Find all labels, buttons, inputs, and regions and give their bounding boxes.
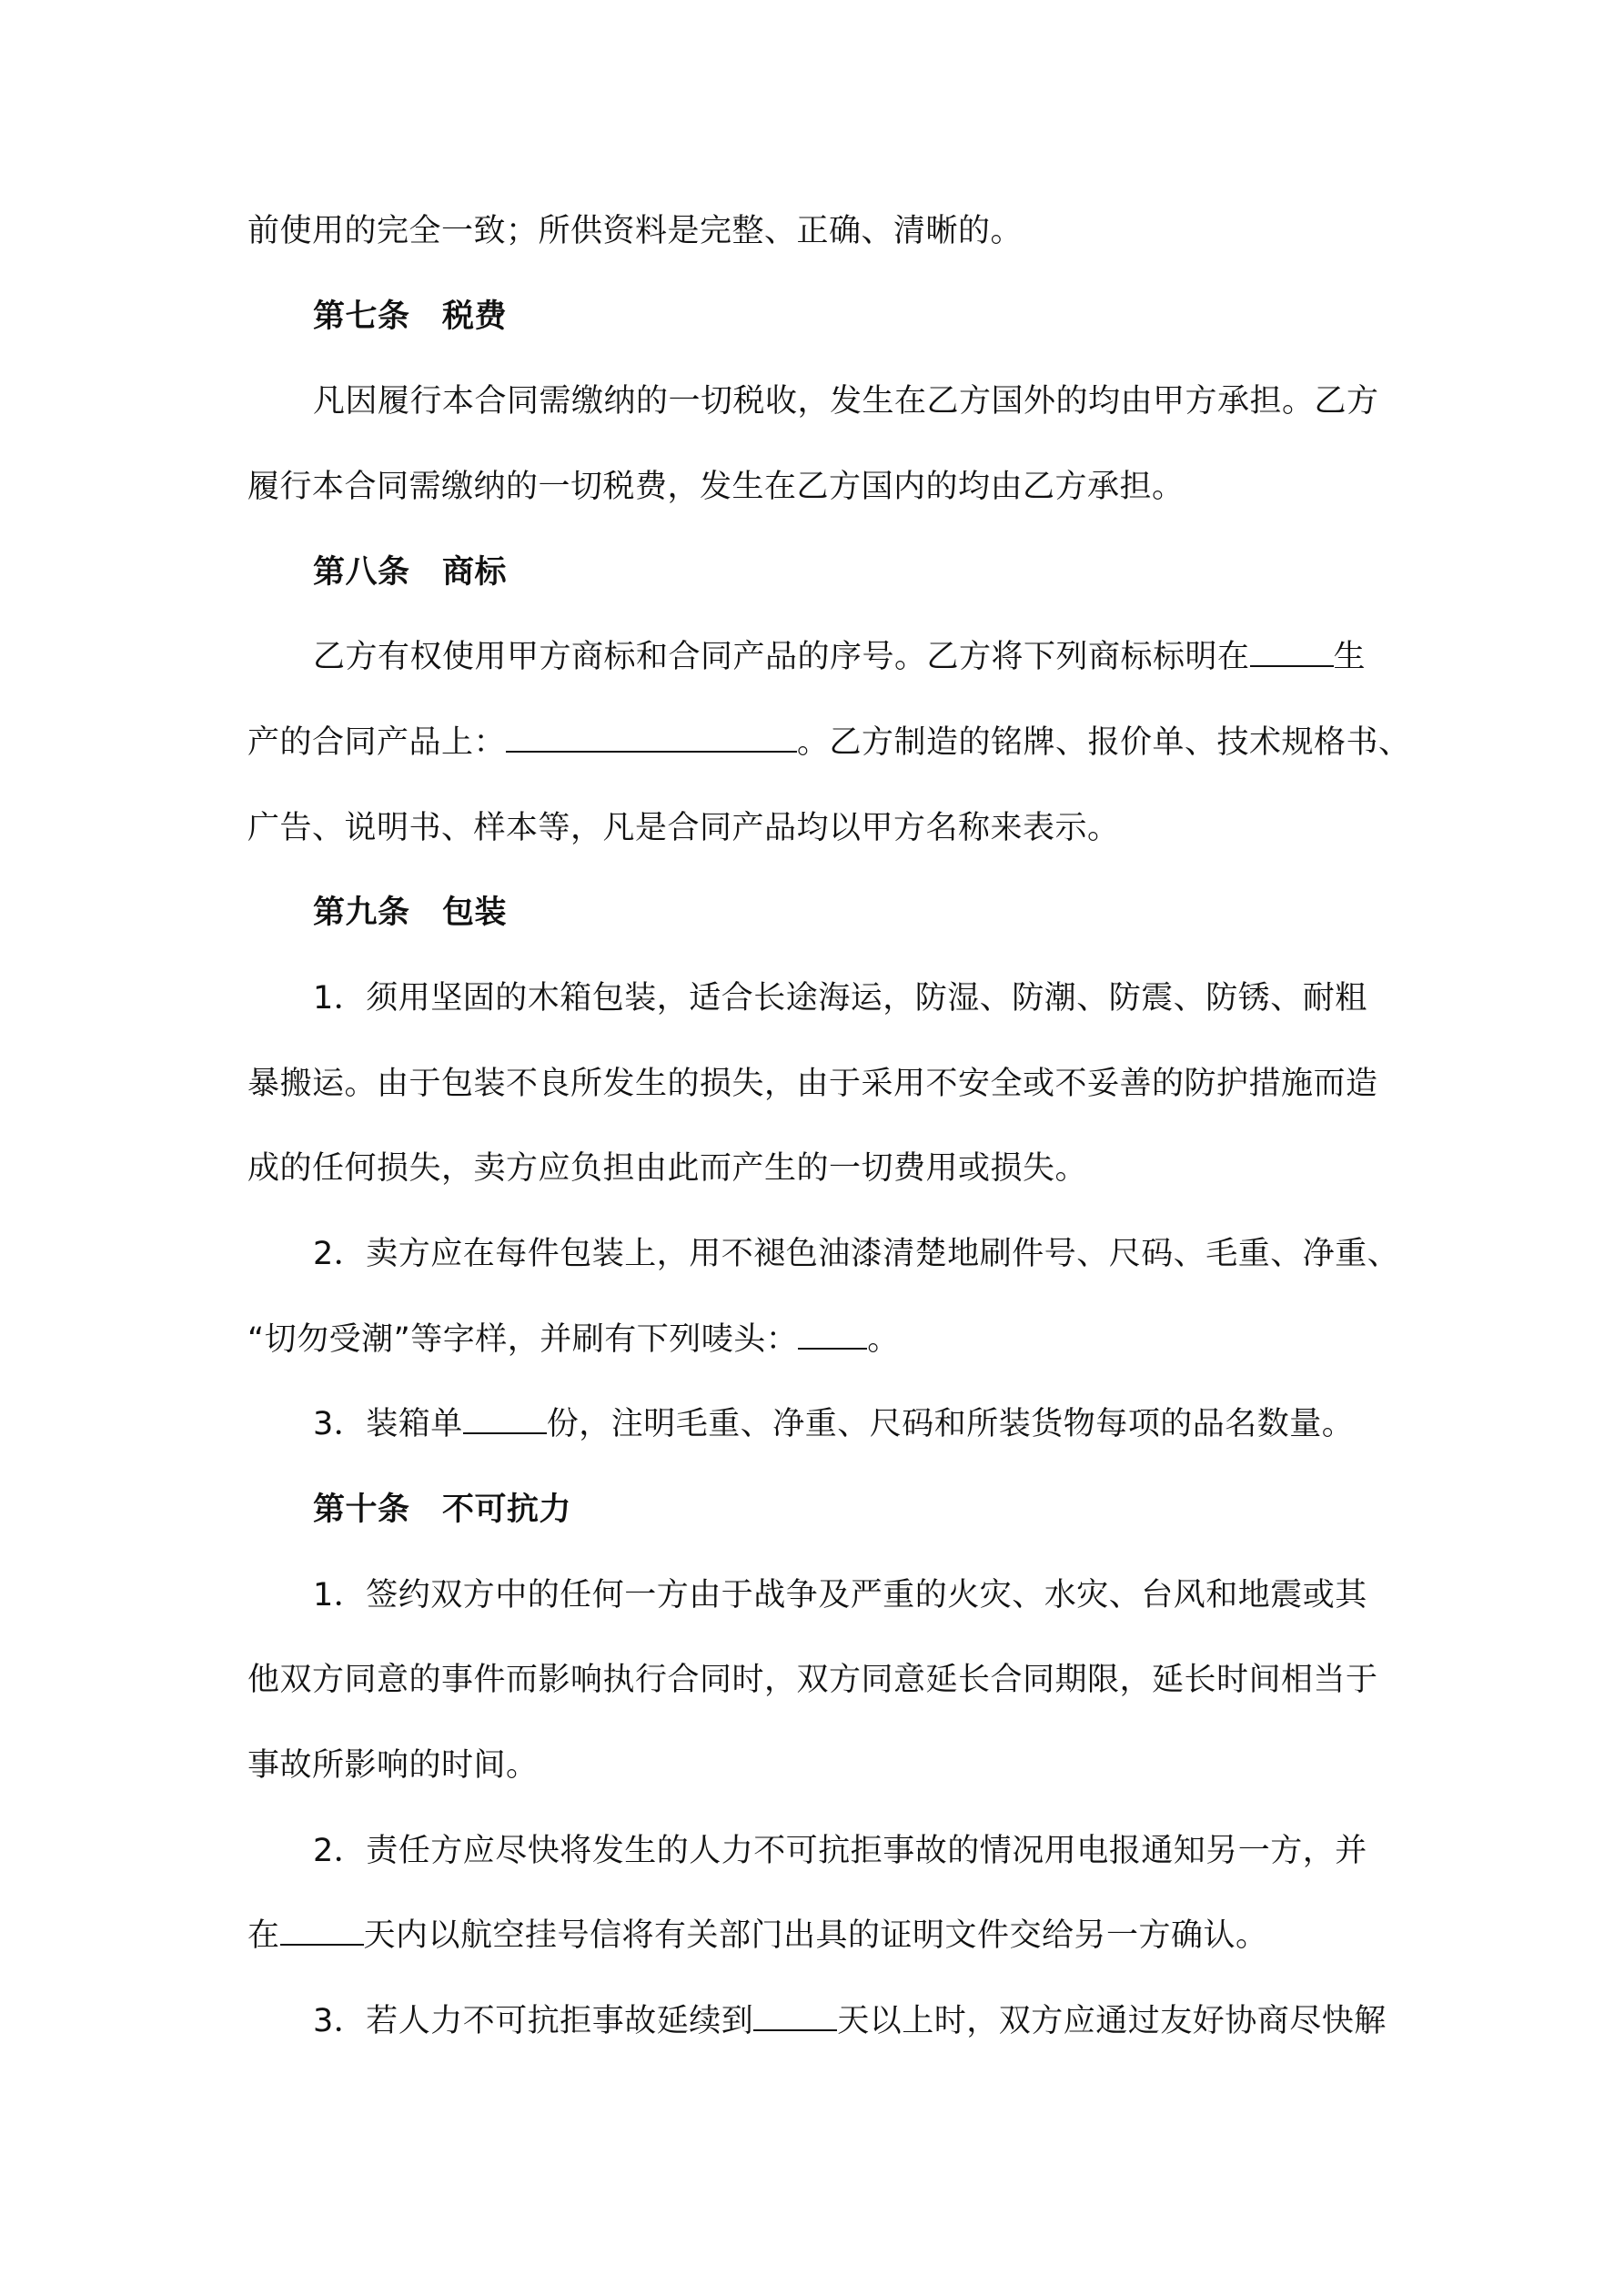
line-text: 生 [1333, 639, 1367, 675]
line-text: 。 [867, 1321, 900, 1358]
heading-text: 第十条 不可抗力 [313, 1492, 572, 1528]
line-text: 产的合同产品上： [247, 724, 507, 761]
fill-in-blank[interactable] [280, 1917, 364, 1946]
paragraph-line [247, 1660, 1378, 1700]
paragraph-line [313, 1575, 1367, 1615]
paragraph-line [247, 1148, 1087, 1188]
paragraph-line [247, 1064, 1378, 1104]
line-text: 他双方同意的事件而影响执行合同时，双方同意延长合同期限，延长时间相当于 [247, 1662, 1378, 1698]
paragraph-line [313, 1831, 1367, 1871]
line-text: 1．须用坚固的木箱包装，适合长途海运，防湿、防潮、防震、防锈、耐粗 [313, 980, 1367, 1017]
line-text: 天以上时，双方应通过友好协商尽快解 [837, 2003, 1387, 2039]
line-text: 前使用的完全一致；所供资料是完整、正确、清晰的。 [247, 213, 1024, 249]
line-text: 份，注明毛重、净重、尺码和所装货物每项的品名数量。 [546, 1406, 1355, 1442]
section-heading-8 [313, 552, 507, 592]
fill-in-blank[interactable] [798, 1320, 867, 1350]
line-text: 3．装箱单 [313, 1406, 463, 1442]
paragraph-line [313, 2001, 1387, 2041]
line-text: 在 [247, 1917, 280, 1954]
paragraph-line [313, 978, 1367, 1018]
fill-in-blank[interactable] [1250, 638, 1334, 667]
paragraph-line [247, 1320, 900, 1360]
fill-in-blank[interactable] [506, 723, 797, 753]
line-text: 天内以航空挂号信将有关部门出具的证明文件交给另一方确认。 [363, 1917, 1268, 1954]
heading-text: 第七条 税费 [313, 298, 508, 335]
line-text: 成的任何损失，卖方应负担由此而产生的一切费用或损失。 [247, 1150, 1088, 1187]
line-text: 履行本合同需缴纳的一切税费，发生在乙方国内的均由乙方承担。 [247, 469, 1185, 505]
heading-text: 第九条 包装 [313, 895, 508, 931]
paragraph-line [247, 723, 1411, 763]
line-text: 3．若人力不可抗拒事故延续到 [313, 2003, 754, 2039]
line-text: “切勿受潮”等字样，并刷有下列唛头： [247, 1321, 799, 1358]
paragraph-line [313, 1234, 1399, 1274]
heading-text: 第八条 商标 [313, 554, 508, 591]
section-heading-10 [313, 1490, 571, 1530]
paragraph-line [313, 1404, 1354, 1444]
paragraph-line [313, 637, 1366, 677]
line-text: 2．责任方应尽快将发生的人力不可抗拒事故的情况用电报通知另一方，并 [313, 1833, 1367, 1869]
line-text: 广告、说明书、样本等，凡是合同产品均以甲方名称来表示。 [247, 810, 1120, 846]
paragraph-line [247, 1745, 539, 1785]
line-text: 凡因履行本合同需缴纳的一切税收，发生在乙方国外的均由甲方承担。乙方 [313, 383, 1379, 420]
line-text: 2．卖方应在每件包装上，用不褪色油漆清楚地刷件号、尺码、毛重、净重、 [313, 1236, 1400, 1272]
section-heading-7 [313, 297, 507, 337]
paragraph-line [247, 211, 1023, 251]
paragraph-line [247, 1916, 1268, 1956]
line-text: 乙方有权使用甲方商标和合同产品的序号。乙方将下列商标标明在 [313, 639, 1250, 675]
fill-in-blank[interactable] [463, 1405, 547, 1434]
paragraph-line [247, 808, 1120, 848]
line-text: 1．签约双方中的任何一方由于战争及严重的火灾、水灾、台风和地震或其 [313, 1577, 1367, 1613]
line-text: 。乙方制造的铭牌、报价单、技术规格书、 [797, 724, 1411, 761]
fill-in-blank[interactable] [753, 2002, 837, 2031]
section-heading-9 [313, 893, 507, 933]
line-text: 事故所影响的时间。 [247, 1747, 539, 1784]
line-text: 暴搬运。由于包装不良所发生的损失，由于采用不安全或不妥善的防护措施而造 [247, 1066, 1378, 1102]
paragraph-line [313, 381, 1379, 421]
paragraph-line [247, 467, 1185, 507]
